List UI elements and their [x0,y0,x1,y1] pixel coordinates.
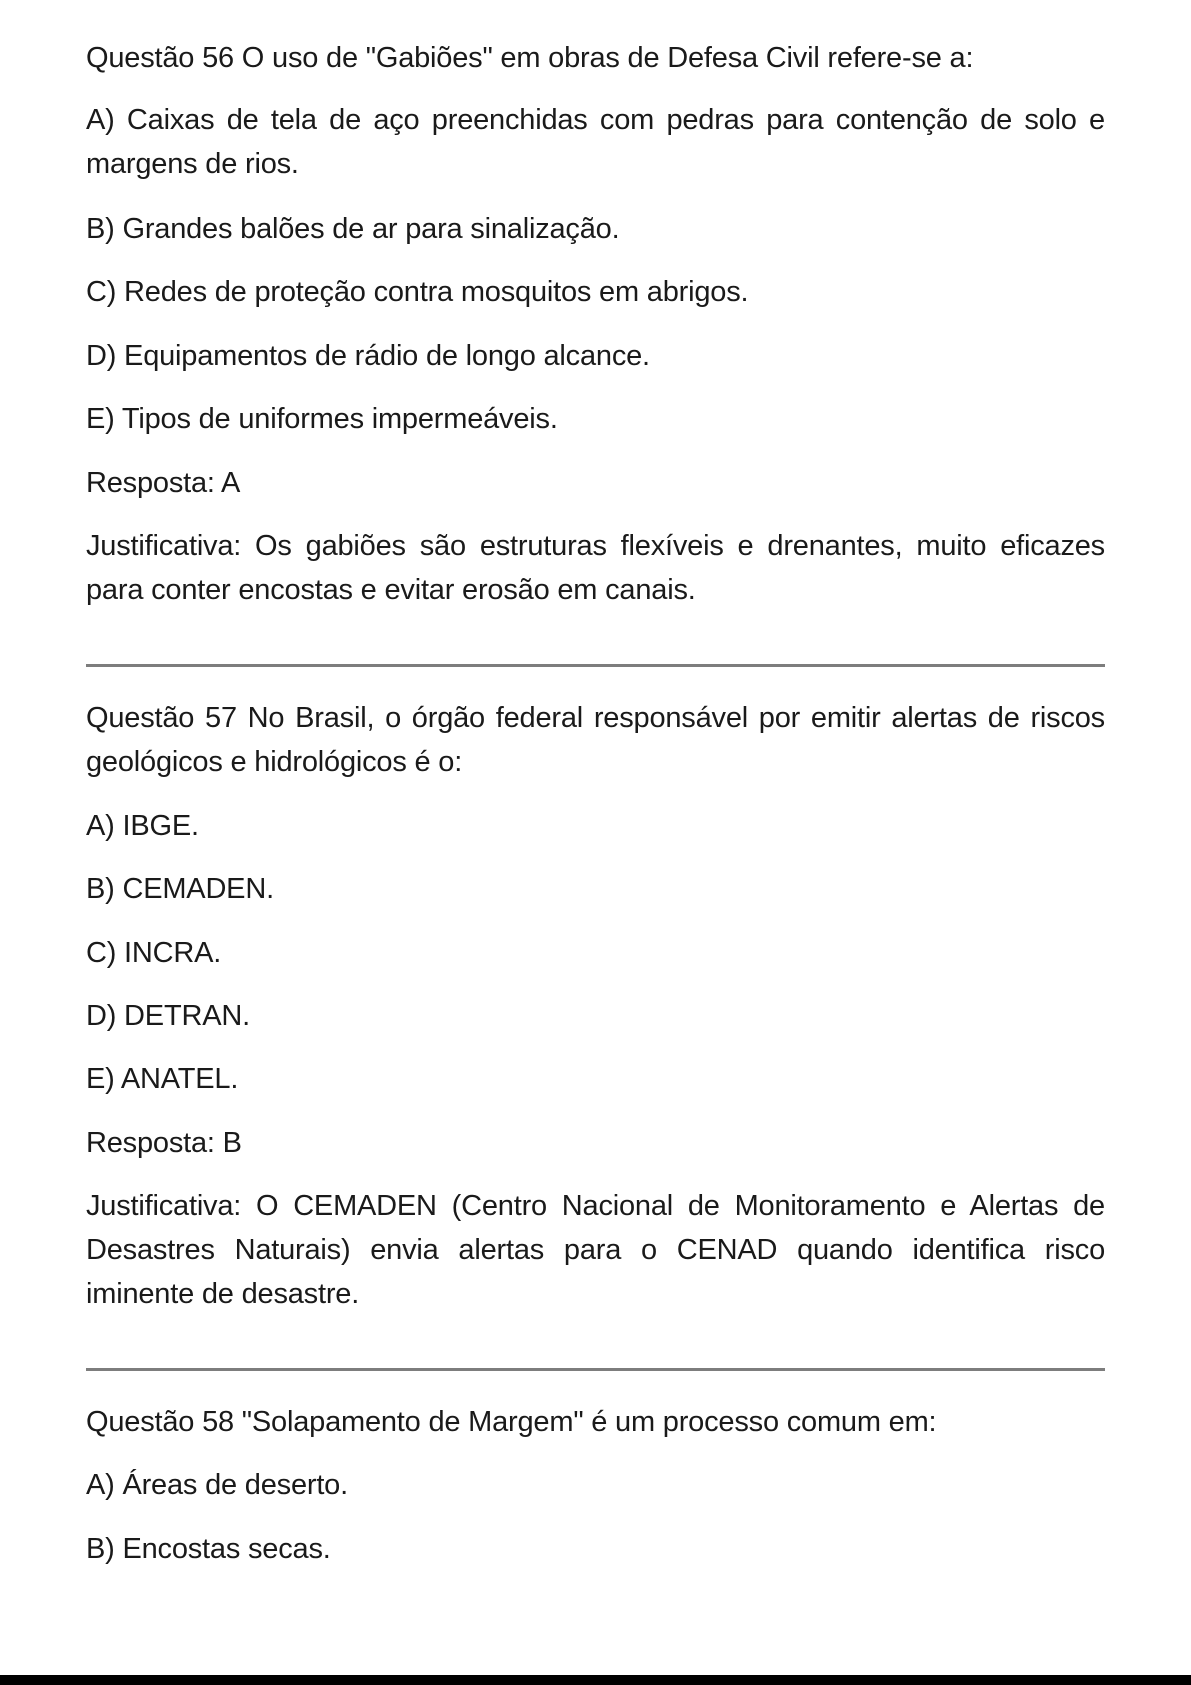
question-56-option-c: C) Redes de proteção contra mosquitos em abrigos. [86,276,749,308]
question-56-option-d: D) Equipamentos de rádio de longo alcance. [86,340,650,372]
question-58-option-b: B) Encostas secas. [86,1533,331,1565]
section-divider [86,664,1105,667]
question-56-option-e: E) Tipos de uniformes impermeáveis. [86,403,558,435]
question-58-stem: Questão 58 "Solapamento de Margem" é um processo comum em: [86,1406,937,1438]
question-57-option-e: E) ANATEL. [86,1063,239,1095]
question-57-option-b: B) CEMADEN. [86,873,274,905]
question-57-option-c: C) INCRA. [86,937,222,969]
question-57-option-a: A) IBGE. [86,810,199,842]
question-57-answer: Resposta: B [86,1127,242,1159]
question-58-option-a: A) Áreas de deserto. [86,1469,348,1501]
question-57-justification: Justificativa: O CEMADEN (Centro Nacional de Monitoramento e Alertas de Desastres Naturais) envia alertas para o CENAD quando identifica risco iminente de desastre. [86,1190,1105,1310]
question-57-stem: Questão 57 No Brasil, o órgão federal responsável por emitir alertas de riscos geológicos e hidrológicos é o: [86,702,1105,778]
question-56-option-a: A) Caixas de tela de aço preenchidas com pedras para contenção de solo e margens de rios. [86,104,1105,180]
page-bottom-edge [0,1675,1191,1685]
section-divider [86,1368,1105,1371]
question-57-option-d: D) DETRAN. [86,1000,250,1032]
question-56-option-b: B) Grandes balões de ar para sinalização. [86,213,620,245]
question-56-justification: Justificativa: Os gabiões são estruturas flexíveis e drenantes, muito eficazes para conter encostas e evitar erosão em canais. [86,530,1105,606]
question-56-answer: Resposta: A [86,467,241,499]
question-56-stem: Questão 56 O uso de "Gabiões" em obras de Defesa Civil refere-se a: [86,42,974,74]
